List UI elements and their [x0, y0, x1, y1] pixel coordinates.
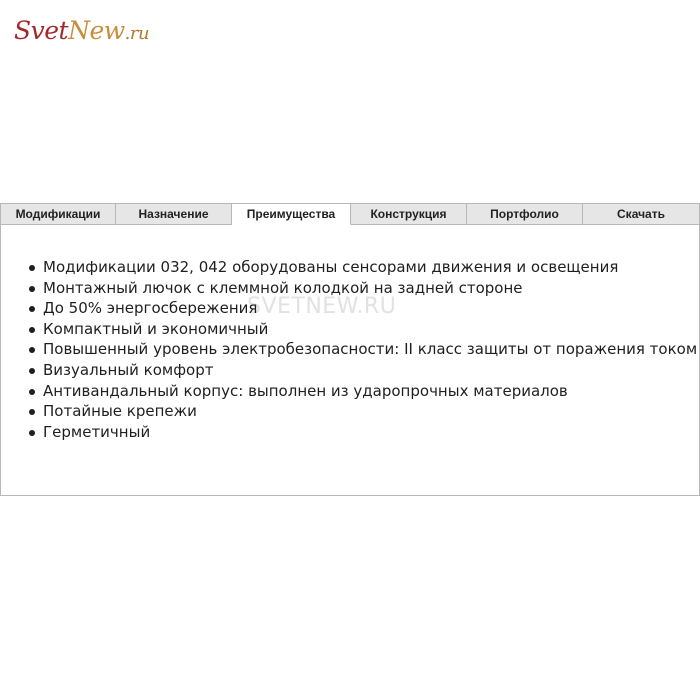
tab-construction[interactable]: Конструкция [351, 203, 467, 224]
bullet-icon [29, 368, 35, 374]
bullet-icon [29, 430, 35, 436]
bullet-icon [29, 306, 35, 312]
bullet-icon [29, 409, 35, 415]
bullet-icon [29, 347, 35, 353]
features-list [26, 257, 697, 442]
bullet-icon [29, 327, 35, 333]
list-item [26, 257, 697, 278]
feature-text: Визуальный комфорт [43, 360, 214, 379]
logo-text-new: New [68, 16, 125, 45]
bullet-icon [29, 265, 35, 271]
feature-text: Герметичный [43, 422, 151, 441]
list-item [26, 422, 697, 443]
tab-bar [0, 203, 700, 225]
tab-modifications[interactable]: Модификации [0, 203, 116, 224]
watermark: SVETNEW.RU [247, 294, 397, 319]
bullet-icon [29, 389, 35, 395]
tab-purpose[interactable]: Назначение [116, 203, 232, 224]
list-item [26, 319, 697, 340]
tab-panel-advantages [0, 225, 700, 496]
feature-text: Компактный и экономичный [43, 319, 269, 338]
tab-download[interactable]: Скачать [583, 203, 700, 224]
feature-text: Повышенный уровень электробезопасности: II класс защиты от поражения током [43, 340, 698, 359]
tab-advantages[interactable]: Преимущества [232, 203, 351, 225]
feature-text: До 50% энергосбережения [43, 299, 258, 318]
bullet-icon [29, 286, 35, 292]
feature-text: Потайные крепежи [43, 402, 197, 421]
site-logo[interactable] [14, 16, 149, 49]
logo-text-domain: .ru [124, 23, 150, 44]
logo-text-svet: Svet [14, 16, 69, 45]
feature-text: Антивандальный корпус: выполнен из ударопрочных материалов [43, 381, 568, 400]
list-item [26, 381, 697, 402]
list-item [26, 339, 697, 360]
list-item [26, 360, 697, 381]
feature-text: Модификации 032, 042 оборудованы сенсорами движения и освещения [43, 258, 619, 276]
list-item [26, 401, 697, 422]
list-item [26, 278, 697, 299]
tab-portfolio[interactable]: Портфолио [467, 203, 583, 224]
feature-text: Монтажный лючок с клеммной колодкой на задней стороне [43, 278, 523, 297]
list-item [26, 298, 697, 319]
